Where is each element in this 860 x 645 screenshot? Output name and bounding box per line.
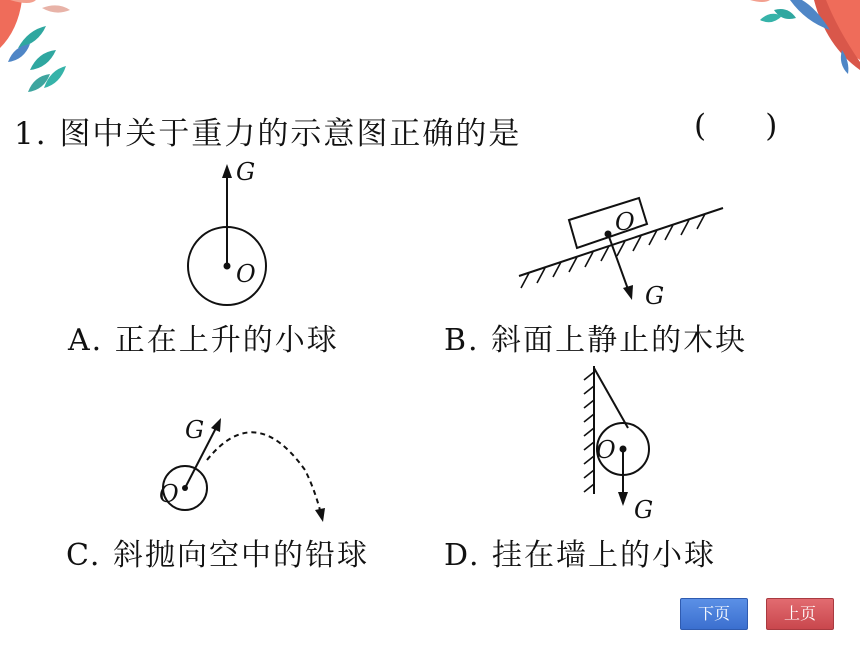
question-number: 1. [14,116,48,152]
wall-hatching [584,372,594,492]
figure-a-rising-ball [180,158,280,308]
force-label: G [185,416,205,444]
trajectory-arrow-head [315,508,325,522]
trajectory [207,432,321,514]
arrow-head [211,418,221,432]
option-a-label: A. 正在上升的小球 [68,323,339,358]
point-label: O [159,480,179,508]
previous-page-button[interactable]: 上页 [766,598,834,630]
answer-blank: ( ) [694,108,778,144]
force-label: G [645,282,665,310]
figure-c-thrown-shot-put [155,410,335,530]
point-label: O [596,436,616,464]
leaf-decoration-top-left [0,0,90,95]
block [569,198,647,248]
leaf-decoration-top-right [730,0,860,75]
point-label: O [236,260,256,288]
arrow-head [222,164,232,178]
figure-b-block-on-incline [515,198,730,313]
option-d-label: D. 挂在墙上的小球 [444,538,717,573]
force-label: G [634,496,654,524]
option-b-label: B. 斜面上静止的木块 [444,323,748,358]
arrow-head [618,492,628,506]
question-stem: 图中关于重力的示意图正确的是 [59,116,522,152]
figure-d-ball-on-wall [580,362,690,527]
option-c-label: C. 斜抛向空中的铅球 [66,538,369,573]
point-label: O [615,208,635,236]
question-text [14,108,521,153]
arrow-head [623,285,633,300]
next-page-button[interactable]: 下页 [680,598,748,630]
force-label: G [236,158,256,186]
rope [594,368,628,428]
